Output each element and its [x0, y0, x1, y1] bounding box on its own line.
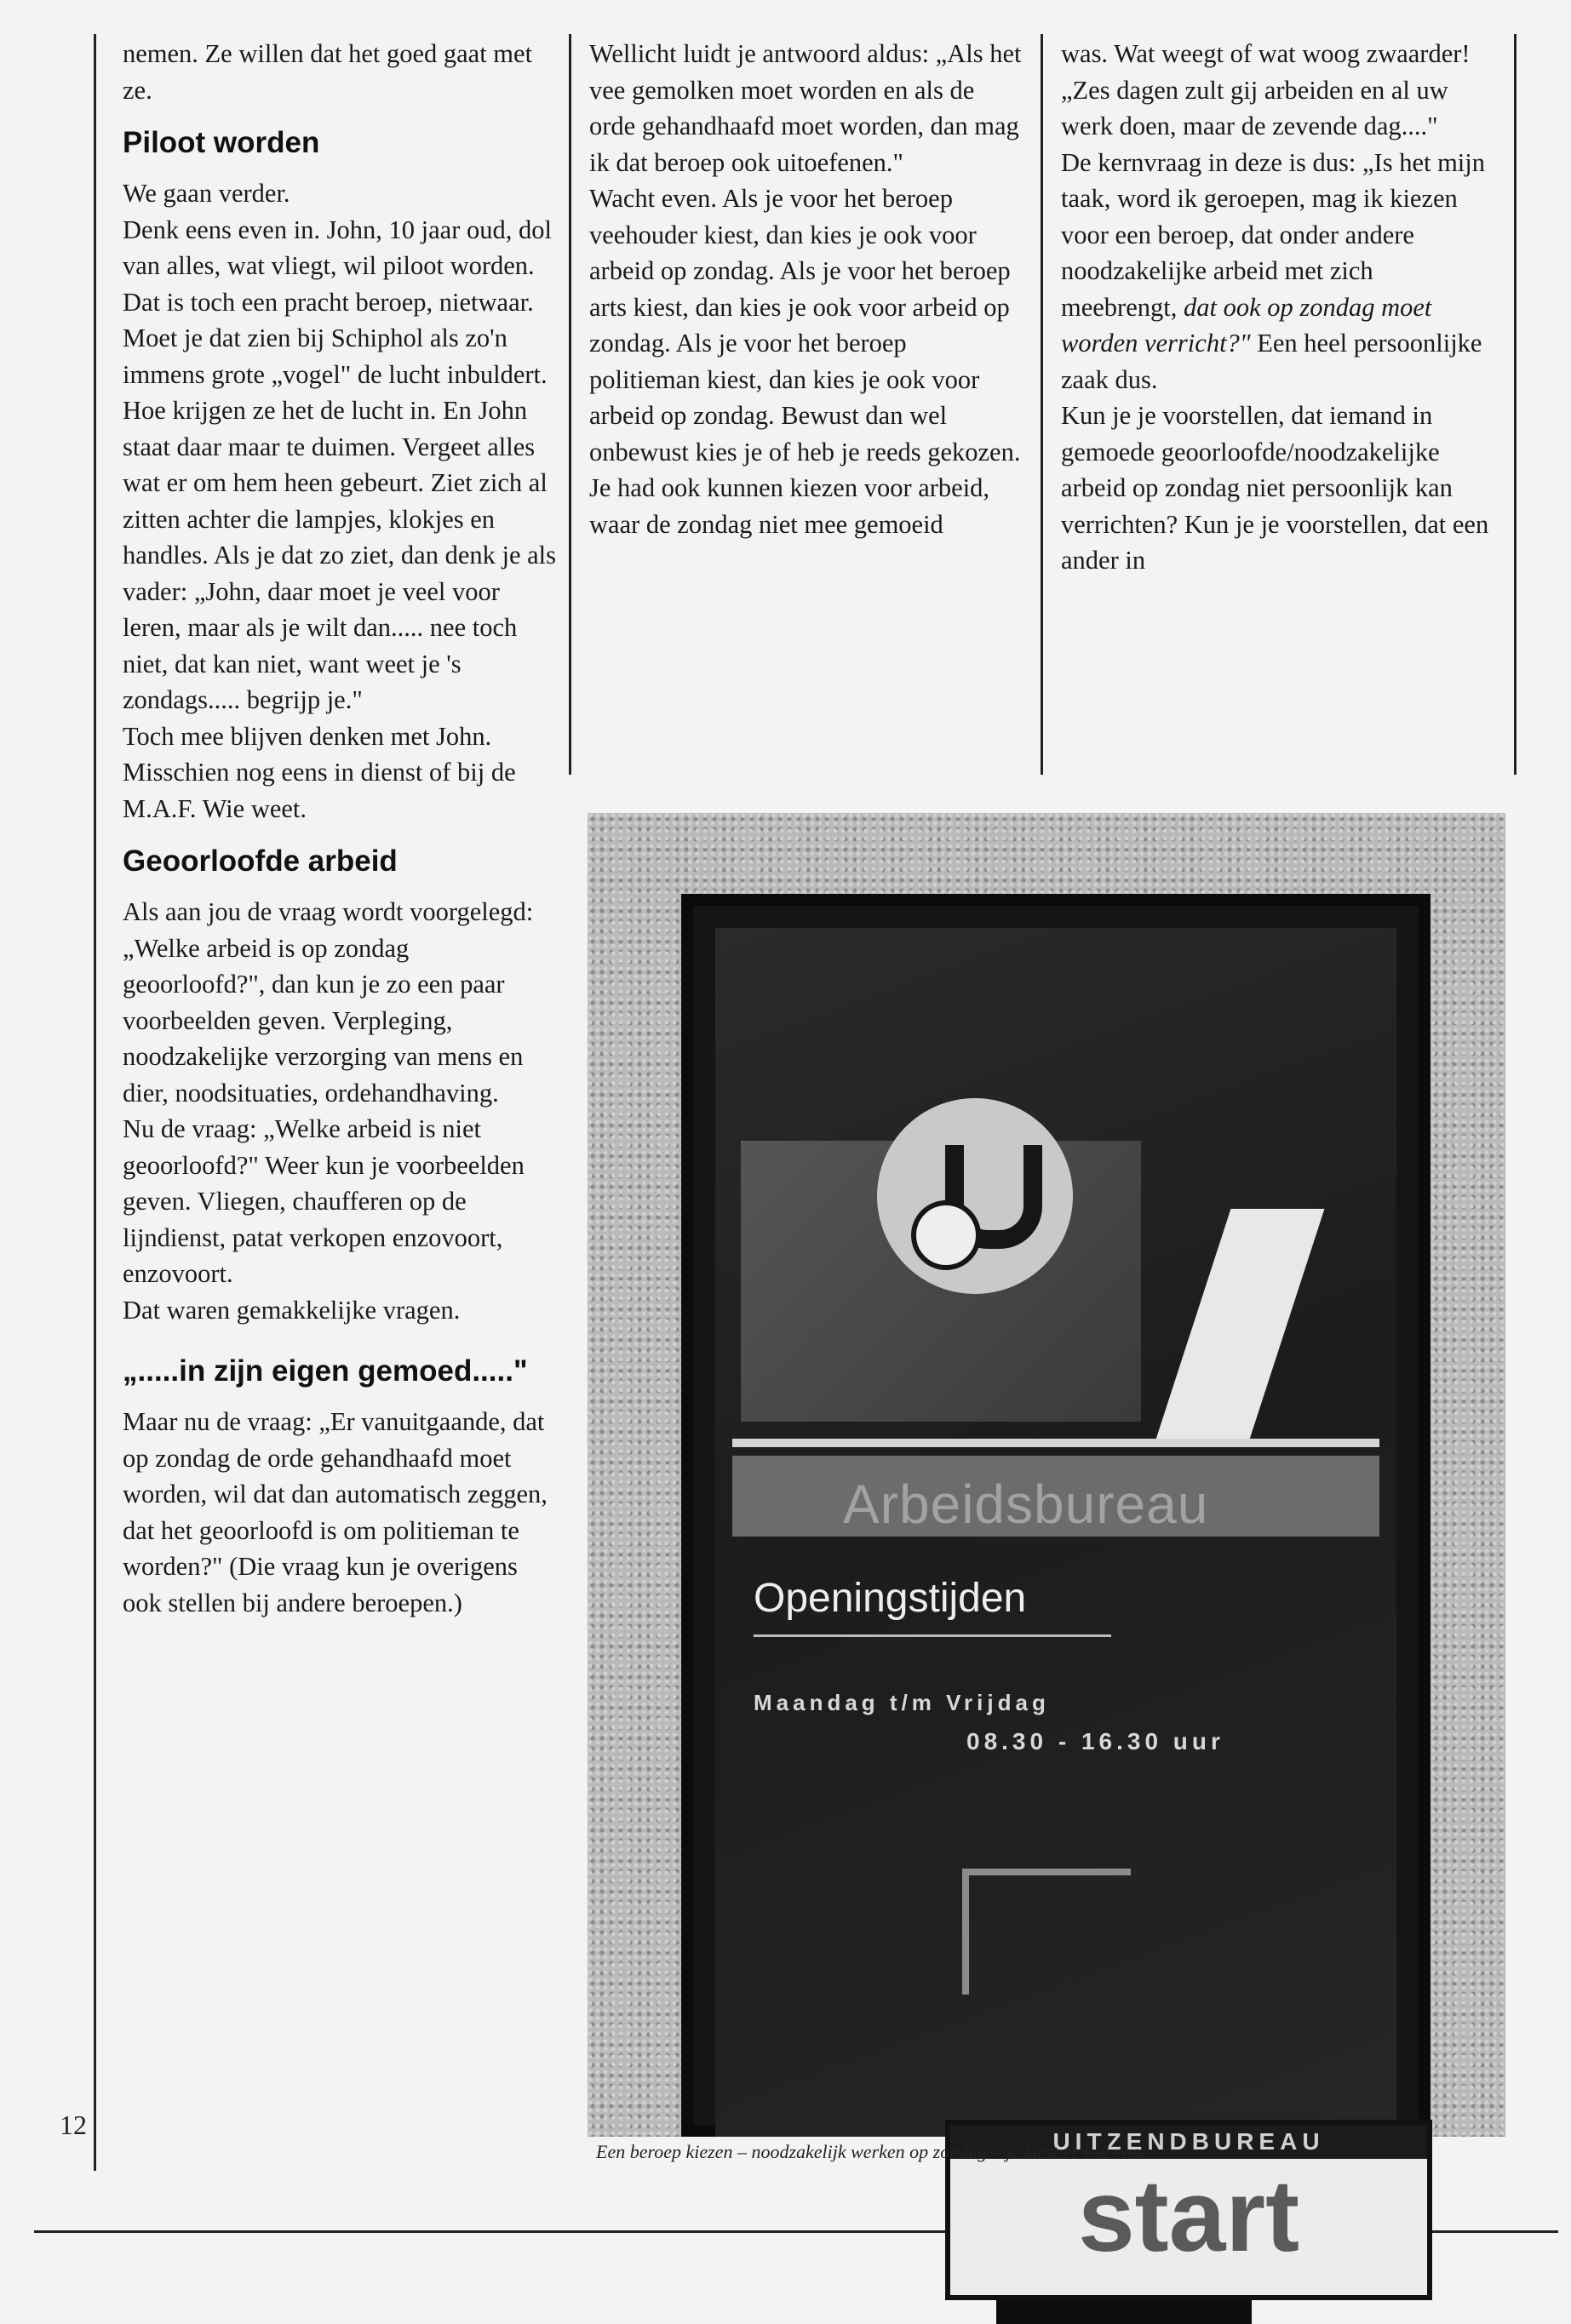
paragraph: Als aan jou de vraag wordt voorgelegd: „Welke arbeid is op zondag geoorloofd?", dan kun je zo een paar voorbeelden geven. Verpleging, noodzakelijke verzorging van mens en dier, noodsituaties, ordehandhaving.: [123, 897, 534, 1108]
opening-hours-heading: Openingstijden: [754, 1576, 1027, 1621]
papers: [1154, 1209, 1325, 1447]
opening-hours: 08.30 - 16.30 uur: [966, 1728, 1224, 1754]
paragraph: Toch mee blijven denken met John. Misschien nog eens in dienst of bij de M.A.F. Wie weet.: [123, 721, 516, 823]
photo-caption: Een beroep kiezen – noodzakelijk werken op zondag – je kiest er wel voor.: [596, 2141, 1151, 2162]
column-3: [1061, 36, 1495, 579]
window-reflection: [962, 1869, 1131, 1995]
left-margin-rule: [94, 34, 96, 2171]
column-rule-4: [94, 2103, 96, 2154]
paragraph: Kun je je voorstellen, dat iemand in gemoede geoorloofde/noodzakelijke arbeid op zondag niet persoonlijk kan verrichten? Kun je je voorstellen, dat een ander in: [1061, 401, 1489, 575]
column-2: [589, 36, 1023, 542]
paragraph: Dat waren gemakkelijke vragen.: [123, 1295, 461, 1325]
paragraph: „Zes dagen zult gij arbeiden en al uw werk doen, maar de zevende dag....": [1061, 75, 1448, 140]
column-rule-2: [1041, 34, 1043, 775]
sticker-brand: start: [1077, 2159, 1300, 2273]
shelf: [732, 1439, 1379, 1447]
paragraph-text: De kernvraag in deze is dus: „Is het mijn taak, word ik geroepen, mag ik kiezen voor een beroep, dat onder andere noodzakelijke arbeid met zich meebrengt,: [1061, 147, 1486, 322]
paragraph: Wellicht luidt je antwoord aldus: „Als het vee gemolken moet worden en als de orde gehandhaafd moet worden, dan mag ik dat beroep ook uitoefenen.": [589, 39, 1022, 177]
paragraph: was. Wat weegt of wat woog zwaarder!: [1061, 39, 1471, 68]
intro-paragraph: nemen. Ze willen dat het goed gaat met ze.: [123, 39, 533, 105]
paragraph: [1061, 145, 1495, 398]
paragraph: Wacht even. Als je voor het beroep veehouder kiest, dan kies je ook voor arbeid op zondag. Als je voor het beroep arts kiest, dan kies je ook voor arbeid op zondag. Als je voor het beroep politieman kiest, dan kies je ook voor arbeid op zondag. Bewust dan wel onbewust kies je of heb je reeds gekozen. Je had ook kunnen kiezen voor arbeid, waar de zondag niet mee gemoeid: [589, 184, 1021, 539]
column-1: [123, 36, 557, 1621]
page-number: 12: [60, 2109, 87, 2140]
sticker-label: UITZENDBUREAU: [950, 2125, 1427, 2159]
heading-geoorloofde-arbeid: Geoorloofde arbeid: [123, 844, 398, 878]
sign-band-text: Arbeidsbureau: [843, 1474, 1209, 1535]
office-logo-icon: [877, 1098, 1073, 1294]
heading-underline: [754, 1634, 1111, 1637]
paragraph: We gaan verder.: [123, 179, 290, 208]
heading-in-zijn-eigen-gemoed: „.....in zijn eigen gemoed.....": [123, 1354, 528, 1388]
heading-piloot-worden: Piloot worden: [123, 126, 320, 159]
emphasized-text: dat ook op zondag moet worden verricht?": [1061, 292, 1432, 358]
paragraph: Maar nu de vraag: „Er vanuitgaande, dat op zondag de orde gehandhaafd moet worden, wil dat dan automatisch zeggen, dat het geoorloofd is om politieman te worden?" (Die vraag kun je overigens ook stellen bij andere beroepen.): [123, 1407, 548, 1617]
opening-days: Maandag t/m Vrijdag: [754, 1690, 1050, 1715]
paragraph: Nu de vraag: „Welke arbeid is niet geoorloofd?" Weer kun je voorbeelden geven. Vliegen, chaufferen op de lijndienst, patat verkopen enzovoort, enzovoort.: [123, 1114, 525, 1288]
paragraph: Denk eens even in. John, 10 jaar oud, dol van alles, wat vliegt, wil piloot worden. Dat is toch een pracht beroep, nietwaar. Moet je dat zien bij Schiphol als zo'n immens grote „vogel" de lucht inbuldert. Hoe krijgen ze het de lucht in. En John staat daar maar te duimen. Vergeet alles wat er om hem heen gebeurt. Ziet zich al zitten achter die lampjes, klokjes en handles. Als je dat zo ziet, dan denk je als vader: „John, daar moet je veel voor leren, maar als je wilt dan..... nee toch niet, dat kan niet, want weet je 's zondags..... begrijp je.": [123, 215, 557, 714]
paragraph-text: Een heel persoonlijke zaak dus.: [1061, 329, 1482, 394]
column-rule-3: [1514, 34, 1517, 775]
column-rule-1: [569, 34, 571, 775]
